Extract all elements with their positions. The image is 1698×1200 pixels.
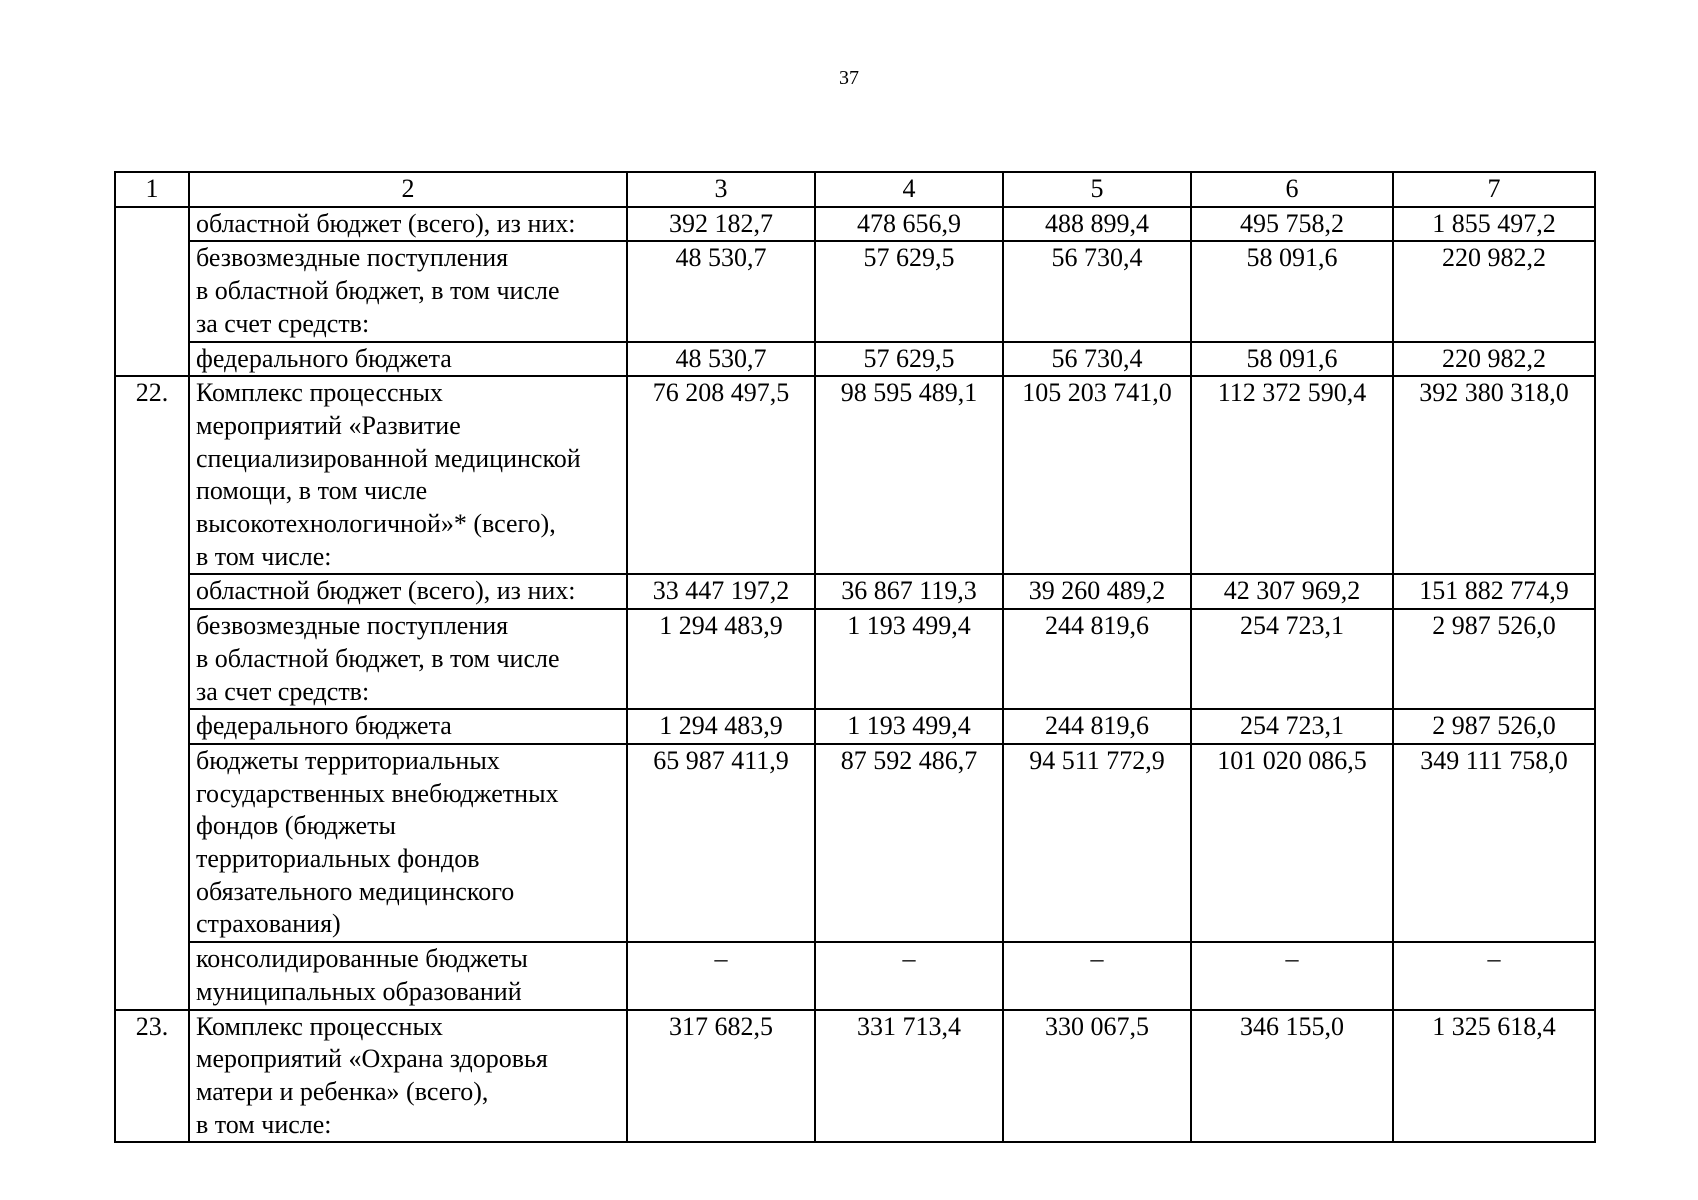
row-description-cell (189, 342, 627, 377)
value-cell-col-5: 39 260 489,2 (1003, 574, 1191, 609)
value-cell-col-3: – (627, 942, 815, 1009)
value-cell-col-5: 56 730,4 (1003, 342, 1191, 377)
value-cell-col-7: 220 982,2 (1393, 241, 1595, 341)
row-index-cell (115, 207, 189, 377)
value-cell-col-4: 36 867 119,3 (815, 574, 1003, 609)
value-cell-col-5: – (1003, 942, 1191, 1009)
value-cell-col-4: 87 592 486,7 (815, 744, 1003, 942)
description-line: территориальных фондов (196, 844, 480, 874)
value-cell-col-5: 105 203 741,0 (1003, 376, 1191, 574)
row-description-cell (189, 609, 627, 709)
description-line: в областной бюджет, в том числе (196, 643, 560, 673)
table-row (115, 207, 1595, 242)
table-row (115, 376, 1595, 574)
value-cell-col-3: 48 530,7 (627, 241, 815, 341)
value-cell-col-7: – (1393, 942, 1595, 1009)
value-cell-col-7: 1 855 497,2 (1393, 207, 1595, 242)
description-line: за счет средств: (196, 308, 370, 338)
value-cell-col-6: 101 020 086,5 (1191, 744, 1393, 942)
budget-table (114, 171, 1596, 1143)
header-cell-7: 7 (1393, 172, 1595, 207)
row-index-cell: 23. (115, 1010, 189, 1143)
description-line: за счет средств: (196, 676, 370, 706)
row-description-cell (189, 1010, 627, 1143)
value-cell-col-5: 94 511 772,9 (1003, 744, 1191, 942)
header-cell-3: 3 (627, 172, 815, 207)
description-line: специализированной медицинской (196, 443, 581, 473)
row-description-cell (189, 709, 627, 744)
table-row (115, 709, 1595, 744)
table-row (115, 609, 1595, 709)
row-description-cell (189, 744, 627, 942)
value-cell-col-5: 488 899,4 (1003, 207, 1191, 242)
value-cell-col-5: 56 730,4 (1003, 241, 1191, 341)
header-cell-5: 5 (1003, 172, 1191, 207)
value-cell-col-3: 48 530,7 (627, 342, 815, 377)
description-line: безвозмездные поступления (196, 611, 509, 641)
table-row (115, 342, 1595, 377)
value-cell-col-6: 112 372 590,4 (1191, 376, 1393, 574)
value-cell-col-7: 151 882 774,9 (1393, 574, 1595, 609)
row-description-cell (189, 942, 627, 1009)
description-line: безвозмездные поступления (196, 243, 509, 273)
description-line: Комплекс процессных (196, 1011, 443, 1041)
value-cell-col-7: 2 987 526,0 (1393, 709, 1595, 744)
value-cell-col-7: 392 380 318,0 (1393, 376, 1595, 574)
value-cell-col-7: 1 325 618,4 (1393, 1010, 1595, 1143)
value-cell-col-3: 65 987 411,9 (627, 744, 815, 942)
row-description-cell (189, 376, 627, 574)
description-line: областной бюджет (всего), из них: (196, 208, 576, 238)
description-line: в областной бюджет, в том числе (196, 276, 560, 306)
table-row (115, 574, 1595, 609)
header-cell-4: 4 (815, 172, 1003, 207)
row-description-cell (189, 574, 627, 609)
description-line: областной бюджет (всего), из них: (196, 576, 576, 606)
value-cell-col-4: 57 629,5 (815, 241, 1003, 341)
value-cell-col-6: 42 307 969,2 (1191, 574, 1393, 609)
value-cell-col-4: – (815, 942, 1003, 1009)
description-line: высокотехнологичной»* (всего), (196, 509, 556, 539)
row-description-cell (189, 241, 627, 341)
value-cell-col-3: 1 294 483,9 (627, 609, 815, 709)
value-cell-col-6: 254 723,1 (1191, 609, 1393, 709)
table-row (115, 942, 1595, 1009)
row-index-cell: 22. (115, 376, 189, 1009)
header-cell-1: 1 (115, 172, 189, 207)
value-cell-col-4: 98 595 489,1 (815, 376, 1003, 574)
value-cell-col-3: 76 208 497,5 (627, 376, 815, 574)
value-cell-col-4: 57 629,5 (815, 342, 1003, 377)
description-line: федерального бюджета (196, 711, 452, 741)
table-row (115, 744, 1595, 942)
value-cell-col-3: 1 294 483,9 (627, 709, 815, 744)
value-cell-col-3: 317 682,5 (627, 1010, 815, 1143)
value-cell-col-7: 349 111 758,0 (1393, 744, 1595, 942)
header-cell-2: 2 (189, 172, 627, 207)
value-cell-col-6: 254 723,1 (1191, 709, 1393, 744)
description-line: в том числе: (196, 1109, 332, 1139)
description-line: в том числе: (196, 541, 332, 571)
value-cell-col-4: 478 656,9 (815, 207, 1003, 242)
page-number: 37 (839, 67, 859, 89)
table-body (115, 172, 1595, 1142)
value-cell-col-7: 220 982,2 (1393, 342, 1595, 377)
value-cell-col-4: 1 193 499,4 (815, 609, 1003, 709)
description-line: фондов (бюджеты (196, 811, 396, 841)
description-line: страхования) (196, 909, 341, 939)
description-line: консолидированные бюджеты (196, 944, 528, 974)
value-cell-col-6: – (1191, 942, 1393, 1009)
value-cell-col-6: 58 091,6 (1191, 342, 1393, 377)
description-line: бюджеты территориальных (196, 745, 500, 775)
table-row (115, 241, 1595, 341)
value-cell-col-6: 495 758,2 (1191, 207, 1393, 242)
value-cell-col-5: 330 067,5 (1003, 1010, 1191, 1143)
table-row (115, 1010, 1595, 1143)
description-line: государственных внебюджетных (196, 778, 559, 808)
description-line: Комплекс процессных (196, 378, 443, 408)
value-cell-col-3: 33 447 197,2 (627, 574, 815, 609)
description-line: помощи, в том числе (196, 476, 428, 506)
row-description-cell (189, 207, 627, 242)
value-cell-col-4: 1 193 499,4 (815, 709, 1003, 744)
value-cell-col-7: 2 987 526,0 (1393, 609, 1595, 709)
header-cell-6: 6 (1191, 172, 1393, 207)
value-cell-col-5: 244 819,6 (1003, 609, 1191, 709)
description-line: обязательного медицинского (196, 876, 515, 906)
value-cell-col-5: 244 819,6 (1003, 709, 1191, 744)
description-line: мероприятий «Развитие (196, 410, 461, 440)
value-cell-col-6: 58 091,6 (1191, 241, 1393, 341)
value-cell-col-3: 392 182,7 (627, 207, 815, 242)
value-cell-col-6: 346 155,0 (1191, 1010, 1393, 1143)
description-line: матери и ребенка» (всего), (196, 1076, 489, 1106)
description-line: федерального бюджета (196, 343, 452, 373)
description-line: муниципальных образований (196, 976, 522, 1006)
table-header-row (115, 172, 1595, 207)
value-cell-col-4: 331 713,4 (815, 1010, 1003, 1143)
description-line: мероприятий «Охрана здоровья (196, 1044, 548, 1074)
